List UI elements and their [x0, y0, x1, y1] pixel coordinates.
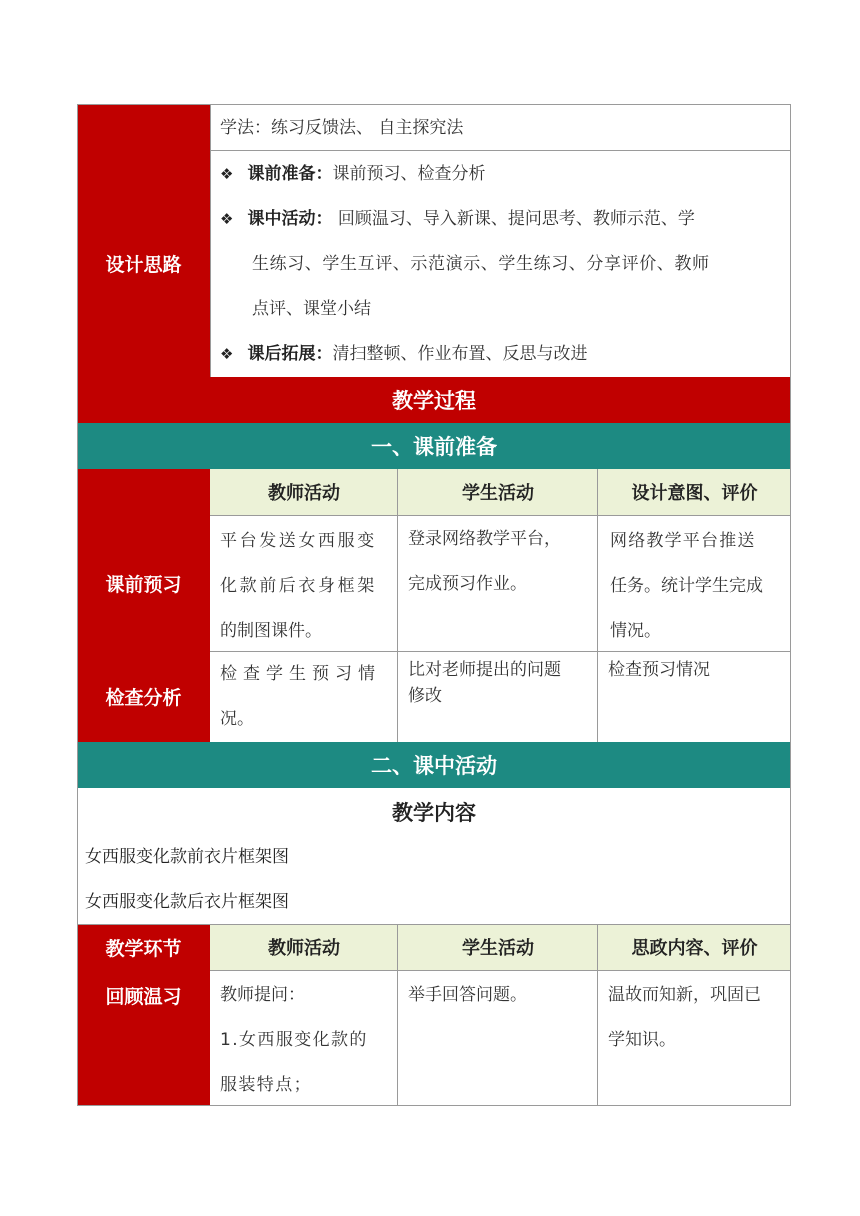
header2-teacher: 教师活动	[268, 938, 340, 959]
header2-student: 学生活动	[462, 938, 534, 959]
design-label: 设计思路	[105, 254, 182, 276]
row1-design-line1: 网络教学平台推送	[610, 531, 756, 551]
row2-student-line1: 比对老师提出的问题	[408, 660, 561, 680]
diamond-bullet-icon: ❖	[220, 345, 234, 363]
row1-student-line1: 登录网络教学平台，	[408, 529, 561, 549]
diamond-bullet-icon: ❖	[220, 165, 234, 183]
review-teacher-line3: 服装特点；	[220, 1075, 312, 1095]
design-item-1: ❖ 课前准备：课前预习、检查分析	[220, 164, 486, 184]
row1-teacher-line1: 平台发送女西服变	[220, 531, 377, 551]
design-item-2-line2: 生练习、学生互评、示范演示、学生练习、分享评价、教师	[252, 254, 710, 274]
row1-student-line2: 完成预习作业。	[408, 574, 527, 594]
review-student-line1: 举手回答问题。	[408, 985, 527, 1005]
header2-ideology: 思政内容、评价	[631, 938, 758, 959]
row-label-review: 回顾温习	[105, 986, 182, 1008]
header-design: 设计意图、评价	[631, 483, 758, 504]
section2-title: 二、课中活动	[77, 742, 791, 788]
header-stage: 教学环节	[105, 937, 182, 960]
row1-design-line2: 任务。统计学生完成	[610, 576, 763, 596]
design-item-2: ❖ 课中活动： 回顾温习、导入新课、提问思考、教师示范、学	[220, 209, 695, 229]
review-teacher-line2: 1.女西服变化款的	[220, 1030, 368, 1050]
content-title: 教学内容	[392, 801, 476, 825]
section1-title: 一、课前准备	[77, 423, 791, 469]
row-label-preview: 课前预习	[77, 515, 210, 651]
header-student: 学生活动	[462, 483, 534, 504]
review-design-line2: 学知识。	[608, 1030, 676, 1050]
row2-design-line1: 检查预习情况	[608, 660, 710, 680]
row1-teacher-line3: 的制图课件。	[220, 621, 322, 641]
review-teacher-line1: 教师提问：	[220, 985, 305, 1005]
design-item-2-line3: 点评、课堂小结	[252, 299, 371, 319]
content-line-back: 女西服变化款后衣片框架图	[85, 892, 289, 912]
row1-design-line3: 情况。	[610, 621, 661, 641]
diamond-bullet-icon: ❖	[220, 210, 234, 228]
row1-teacher-line2: 化款前后衣身框架	[220, 576, 377, 596]
content-line-front: 女西服变化款前衣片框架图	[85, 847, 289, 867]
section1-header-empty	[77, 469, 210, 515]
row2-teacher-line1: 检查学生预习情	[220, 664, 381, 684]
row-label-check: 检查分析	[77, 651, 210, 742]
xuefa-text: 学法：练习反馈法、 自主探究法	[220, 118, 464, 138]
design-item-3: ❖ 课后拓展：清扫整顿、作业布置、反思与改进	[220, 344, 588, 364]
row2-teacher-line2: 况。	[220, 709, 254, 729]
review-design-line1: 温故而知新，巩固已	[608, 985, 761, 1005]
row2-student-line2: 修改	[408, 686, 442, 706]
header-teacher: 教师活动	[268, 483, 340, 504]
process-title: 教学过程	[77, 377, 791, 423]
